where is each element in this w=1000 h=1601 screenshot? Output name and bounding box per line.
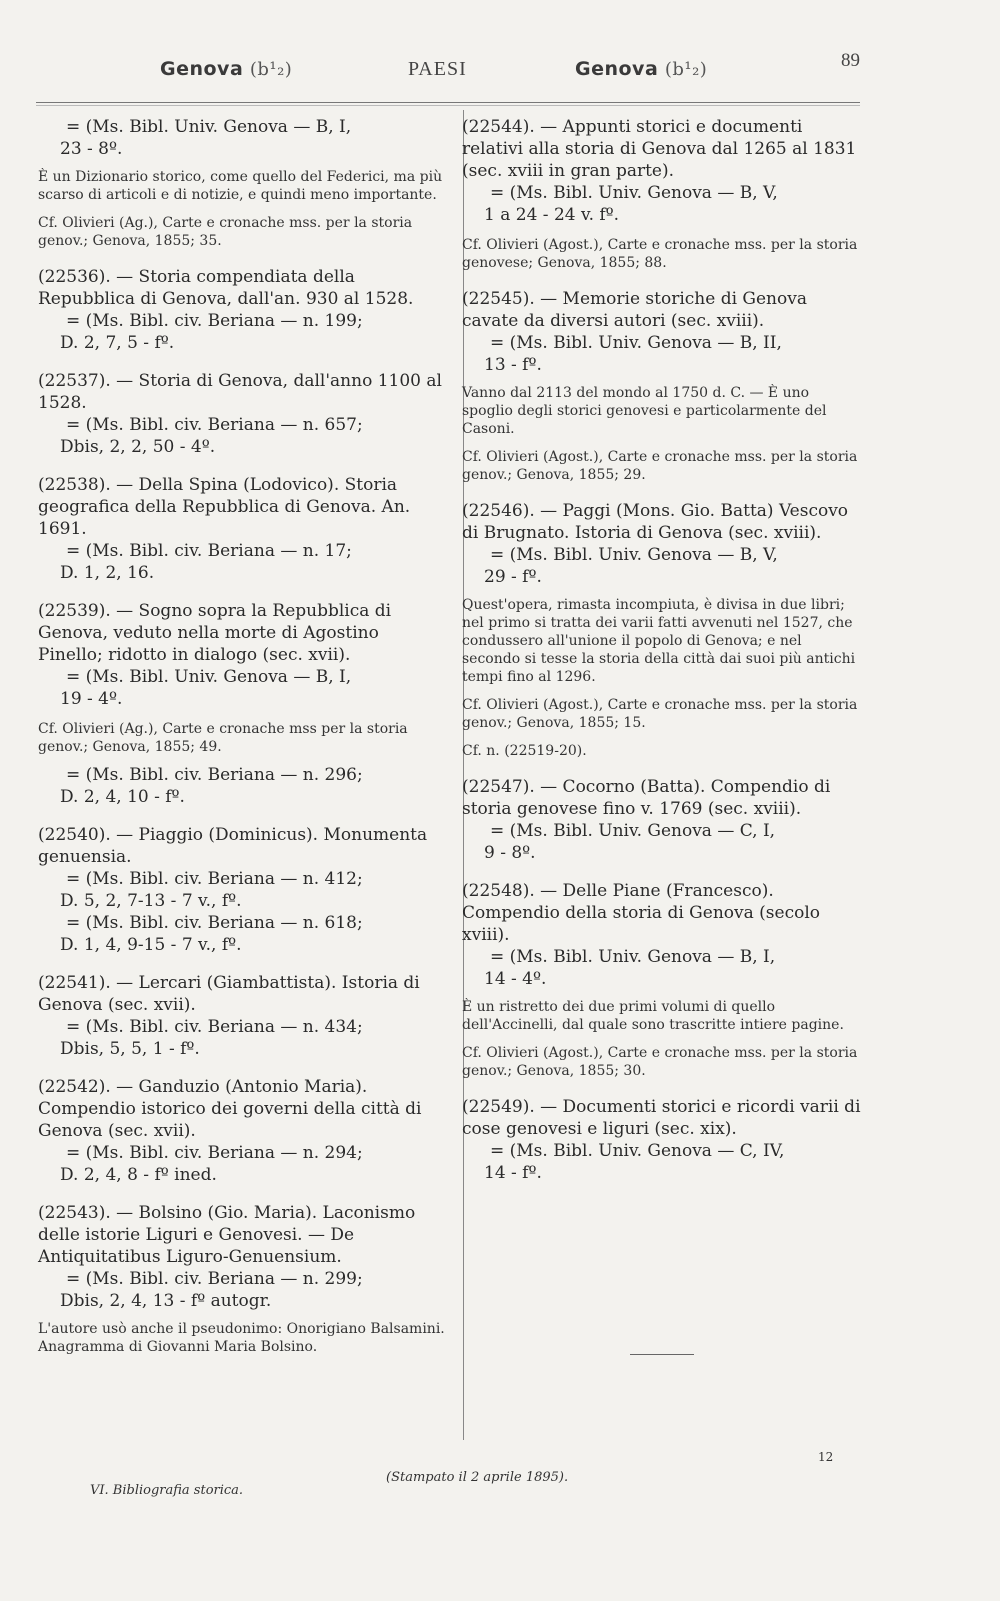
running-header xyxy=(160,46,860,86)
entry-title: (22544). — Appunti storici e documenti relativi alla storia di Genova dal 1265 al 1831 (sec. xviii in gran parte). xyxy=(462,117,857,181)
entry-title: (22539). — Sogno sopra la Repubblica di Genova, veduto nella morte di Agostino Pinello; ridotto in dialogo (sec. xvii). xyxy=(38,601,392,665)
header-left-section: (b¹₂) xyxy=(249,59,293,80)
shelfmark-line: = (Ms. Bibl. Univ. Genova — B, I, xyxy=(490,947,776,967)
shelfmark-line: = (Ms. Bibl. civ. Beriana — n. 412; xyxy=(66,869,363,889)
shelfmark-line: = (Ms. Bibl. Univ. Genova — C, I, xyxy=(490,821,776,841)
shelfmark-line: = (Ms. Bibl. Univ. Genova — B, V, xyxy=(490,183,778,203)
shelfmark-line: = (Ms. Bibl. Univ. Genova — B, II, xyxy=(490,333,782,353)
shelfmark-line: D. 2, 4, 10 - fº. xyxy=(60,787,185,807)
left-column xyxy=(38,116,448,1372)
shelfmark-line: = (Ms. Bibl. civ. Beriana — n. 618; xyxy=(66,913,363,933)
entry-22541 xyxy=(38,972,448,1060)
entry-reference: Cf. Olivieri (Ag.), Carte e cronache mss. per la storia genov.; Genova, 1855; 35. xyxy=(38,215,413,249)
shelfmark-line: D. 1, 2, 16. xyxy=(60,563,155,583)
footer-signature-title: VI. Bibliografia storica. xyxy=(90,1483,244,1498)
shelfmark-line: = (Ms. Bibl. civ. Beriana — n. 294; xyxy=(66,1143,363,1163)
entry-22542 xyxy=(38,1076,448,1186)
shelfmark-line: = (Ms. Bibl. Univ. Genova — B, I, xyxy=(66,117,352,137)
header-right xyxy=(575,58,707,80)
shelfmark-line: 13 - fº. xyxy=(484,355,542,375)
shelfmark-line: 19 - 4º. xyxy=(60,689,123,709)
entry-22545 xyxy=(462,288,862,484)
entry-note: L'autore usò anche il pseudonimo: Onorigiano Balsamini. Anagramma di Giovanni Maria Bolsino. xyxy=(38,1321,445,1355)
shelfmark-line: = (Ms. Bibl. civ. Beriana — n. 296; xyxy=(66,765,363,785)
entry-title: (22547). — Cocorno (Batta). Compendio di storia genovese fino v. 1769 (sec. xviii). xyxy=(462,777,831,819)
shelfmark-line: = (Ms. Bibl. civ. Beriana — n. 657; xyxy=(66,415,363,435)
page-number: 89 xyxy=(841,50,860,71)
footer-sheet-number: 12 xyxy=(818,1450,834,1464)
shelfmark-line: D. 2, 7, 5 - fº. xyxy=(60,333,175,353)
right-column xyxy=(462,116,862,1200)
entry-22539 xyxy=(38,600,448,808)
header-rule-secondary xyxy=(36,105,860,106)
shelfmark-line: = (Ms. Bibl. civ. Beriana — n. 199; xyxy=(66,311,363,331)
shelfmark-line: = (Ms. Bibl. civ. Beriana — n. 434; xyxy=(66,1017,363,1037)
shelfmark-line: 23 - 8º. xyxy=(60,139,123,159)
entry-title: (22541). — Lercari (Giambattista). Istoria di Genova (sec. xvii). xyxy=(38,973,420,1015)
entry-cross-reference: Cf. n. (22519-20). xyxy=(462,743,587,759)
entry-reference: Cf. Olivieri (Agost.), Carte e cronache mss. per la storia genovese; Genova, 1855; 88. xyxy=(462,237,858,271)
entry-note: Quest'opera, rimasta incompiuta, è divisa in due libri; nel primo si tratta dei varii fatti avvenuti nel 1527, che condussero all'unione il popolo di Genova; e nel secondo si tesse la storia della città dai suoi più antichi tempi fino al 1296. xyxy=(462,597,856,685)
shelfmark-line: D. 2, 4, 8 - fº ined. xyxy=(60,1165,217,1185)
entry-note: È un Dizionario storico, come quello del Federici, ma più scarso di articoli e di notizie, e quindi meno importante. xyxy=(38,169,443,203)
entry-22547 xyxy=(462,776,862,864)
entry-title: (22543). — Bolsino (Gio. Maria). Laconismo delle istorie Liguri e Genovesi. — De Antiquitatibus Liguro-Genuensium. xyxy=(38,1203,416,1267)
shelfmark-line: D. 1, 4, 9-15 - 7 v., fº. xyxy=(60,935,242,955)
entry-reference: Cf. Olivieri (Agost.), Carte e cronache mss. per la storia genov.; Genova, 1855; 29. xyxy=(462,449,858,483)
shelfmark-line: = (Ms. Bibl. civ. Beriana — n. 299; xyxy=(66,1269,363,1289)
entry-22544 xyxy=(462,116,862,272)
entry-reference: Cf. Olivieri (Agost.), Carte e cronache mss. per la storia genov.; Genova, 1855; 15. xyxy=(462,697,858,731)
entry-22537 xyxy=(38,370,448,458)
shelfmark-line: = (Ms. Bibl. Univ. Genova — C, IV, xyxy=(490,1141,785,1161)
shelfmark-line: Dbis, 5, 5, 1 - fº. xyxy=(60,1039,200,1059)
end-of-section-rule xyxy=(630,1354,694,1355)
entry-note: Vanno dal 2113 del mondo al 1750 d. C. — È uno spoglio degli storici genovesi e particolarmente del Casoni. xyxy=(462,385,827,437)
shelfmark-line: 1 a 24 - 24 v. fº. xyxy=(484,205,620,225)
header-right-section: (b¹₂) xyxy=(664,59,708,80)
entry-title: (22537). — Storia di Genova, dall'anno 1100 al 1528. xyxy=(38,371,442,413)
entry-22538 xyxy=(38,474,448,584)
entry-note: È un ristretto dei due primi volumi di quello dell'Accinelli, dal quale sono trascritte intiere pagine. xyxy=(462,999,844,1033)
header-center: PAESI xyxy=(408,58,467,80)
shelfmark-line: 14 - fº. xyxy=(484,1163,542,1183)
entry-reference: Cf. Olivieri (Ag.), Carte e cronache mss per la storia genov.; Genova, 1855; 49. xyxy=(38,721,408,755)
header-left-city: Genova xyxy=(160,58,244,80)
footer-print-date: (Stampato il 2 aprile 1895). xyxy=(386,1470,569,1485)
entry-22543 xyxy=(38,1202,448,1356)
entry-22540 xyxy=(38,824,448,956)
entry-22536 xyxy=(38,266,448,354)
entry-title: (22540). — Piaggio (Dominicus). Monumenta genuensia. xyxy=(38,825,428,867)
shelfmark-line: Dbis, 2, 4, 13 - fº autogr. xyxy=(60,1291,272,1311)
entry-title: (22538). — Della Spina (Lodovico). Storia geografica della Repubblica di Genova. An. 1691. xyxy=(38,475,411,539)
entry-title: (22546). — Paggi (Mons. Gio. Batta) Vescovo di Brugnato. Istoria di Genova (sec. xviii). xyxy=(462,501,849,543)
entry-reference: Cf. Olivieri (Agost.), Carte e cronache mss. per la storia genov.; Genova, 1855; 30. xyxy=(462,1045,858,1079)
header-left xyxy=(160,58,292,80)
entry-title: (22548). — Delle Piane (Francesco). Compendio della storia di Genova (secolo xviii). xyxy=(462,881,820,945)
shelfmark-line: 14 - 4º. xyxy=(484,969,547,989)
shelfmark-line: D. 5, 2, 7-13 - 7 v., fº. xyxy=(60,891,242,911)
entry-title: (22542). — Ganduzio (Antonio Maria). Compendio istorico dei governi della città di Genova (sec. xvii). xyxy=(38,1077,422,1141)
entry-22546 xyxy=(462,500,862,760)
shelfmark-line: = (Ms. Bibl. Univ. Genova — B, V, xyxy=(490,545,778,565)
entry-22548 xyxy=(462,880,862,1080)
entry-title: (22536). — Storia compendiata della Repubblica di Genova, dall'an. 930 al 1528. xyxy=(38,267,414,309)
shelfmark-line: = (Ms. Bibl. Univ. Genova — B, I, xyxy=(66,667,352,687)
entry-22549 xyxy=(462,1096,862,1184)
entry-title: (22549). — Documenti storici e ricordi varii di cose genovesi e liguri (sec. xix). xyxy=(462,1097,861,1139)
entry-continued xyxy=(38,116,448,250)
shelfmark-line: Dbis, 2, 2, 50 - 4º. xyxy=(60,437,216,457)
shelfmark-line: 9 - 8º. xyxy=(484,843,536,863)
shelfmark-line: = (Ms. Bibl. civ. Beriana — n. 17; xyxy=(66,541,352,561)
shelfmark-line: 29 - fº. xyxy=(484,567,542,587)
entry-title: (22545). — Memorie storiche di Genova cavate da diversi autori (sec. xviii). xyxy=(462,289,807,331)
header-right-city: Genova xyxy=(575,58,659,80)
header-rule xyxy=(36,102,860,103)
